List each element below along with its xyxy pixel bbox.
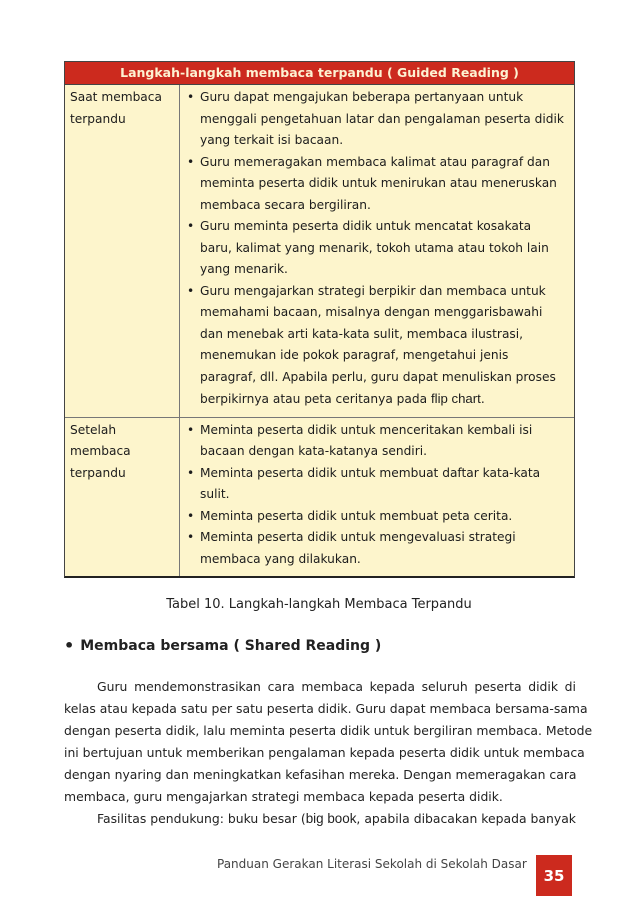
list-item-line: baru, kalimat yang menarik, tokoh utama atau tokoh lain [200, 240, 549, 255]
big-book-term: big book [305, 811, 357, 826]
list-item-text: berpikirnya atau peta ceritanya pada [200, 392, 431, 406]
flip-chart-term: flip chart [430, 391, 481, 406]
list-item-line: menemukan ide pokok paragraf, mengetahui jenis [200, 348, 509, 362]
list-item [187, 420, 568, 463]
list-item-line: meminta peserta didik untuk menirukan atau meneruskan [200, 176, 557, 190]
table-row [65, 417, 574, 577]
bullet-icon: • [64, 636, 75, 655]
paragraph-text: , apabila dibacakan kepada banyak [356, 811, 576, 826]
list-item-line: Guru meminta peserta didik untuk mencatat kosakata [200, 219, 532, 233]
table-caption: Tabel 10. Langkah-langkah Membaca Terpandu [166, 597, 472, 612]
list-item-line: Meminta peserta didik untuk membuat daftar kata-kata [200, 465, 541, 480]
list-item-line: Guru dapat mengajukan beberapa pertanyaan untuk [200, 90, 524, 104]
list-item [187, 216, 568, 281]
paragraph-line: dengan nyaring dan meningkatkan kefasihan mereka. Dengan memeragakan cara [64, 767, 577, 782]
list-item-line: memahami bacaan, misalnya dengan menggarisbawahi [200, 305, 543, 319]
page-number-badge: 35 [536, 855, 572, 896]
row-label [65, 85, 180, 417]
list-item [187, 87, 568, 152]
paragraph-text: Fasilitas pendukung: buku besar ( [97, 811, 306, 826]
row-label-line: terpandu [70, 111, 126, 126]
bullet-icon: • [187, 530, 195, 544]
row-label-line: Setelah [70, 422, 117, 437]
list-item-line: menggali pengetahuan latar dan pengalaman peserta didik [200, 111, 564, 126]
list-item-line: Guru mengajarkan strategi berpikir dan membaca untuk [200, 283, 546, 298]
paragraph-line: Guru mendemonstrasikan cara membaca kepada seluruh peserta didik di [97, 679, 576, 694]
list-item-line: Guru memeragakan membaca kalimat atau paragraf dan [200, 154, 550, 169]
paragraph-line [64, 808, 576, 830]
row-label-line: membaca [70, 444, 131, 458]
list-item-line: dan menebak arti kata-kata sulit, membaca ilustrasi, [200, 326, 524, 341]
list-item-line: sulit. [200, 487, 230, 501]
bullet-icon: • [187, 90, 195, 104]
list-item-line: bacaan dengan kata-katanya sendiri. [200, 444, 427, 458]
paragraph-line: membaca, guru mengajarkan strategi membaca kepada peserta didik. [64, 789, 503, 804]
section-title: Membaca bersama ( Shared Reading ) [80, 637, 382, 654]
guided-reading-table [64, 61, 575, 578]
list-item [187, 527, 568, 570]
list-item-line: membaca yang dilakukan. [200, 551, 361, 566]
list-item [187, 152, 568, 217]
bullet-icon: • [187, 219, 195, 233]
list-item-line: membaca secara bergiliran. [200, 197, 371, 212]
list-item-line: Meminta peserta didik untuk menceritakan kembali isi [200, 422, 533, 437]
paragraph-line: dengan peserta didik, lalu meminta peserta didik untuk bergiliran membaca. Metode [64, 723, 593, 738]
bullet-icon: • [187, 422, 195, 437]
list-item-line: yang terkait isi bacaan. [200, 133, 344, 147]
row-label-line: Saat membaca [70, 90, 162, 104]
bullet-icon: • [187, 283, 195, 298]
list-item [187, 506, 568, 528]
row-content [180, 418, 574, 577]
body-paragraph [64, 676, 593, 830]
paragraph-line: ini bertujuan untuk memberikan pengalaman kepada peserta didik untuk membaca [64, 745, 585, 760]
list-item-line: Meminta peserta didik untuk mengevaluasi strategi [200, 530, 516, 544]
list-item [187, 281, 568, 411]
list-item-line: Meminta peserta didik untuk membuat peta cerita. [200, 508, 513, 523]
bullet-icon: • [187, 154, 195, 169]
list-item-line [200, 388, 568, 411]
footer-title: Panduan Gerakan Literasi Sekolah di Sekolah Dasar [217, 857, 527, 871]
row-label [65, 418, 180, 577]
row-label-line: terpandu [70, 465, 126, 480]
row-content [180, 85, 574, 417]
paragraph-line: kelas atau kepada satu per satu peserta didik. Guru dapat membaca bersama-sama [64, 701, 588, 716]
list-item-line: paragraf, dll. Apabila perlu, guru dapat menuliskan proses [200, 369, 556, 384]
section-heading [64, 636, 381, 655]
list-item-line: yang menarik. [200, 262, 288, 276]
table-header: Langkah-langkah membaca terpandu ( Guided Reading ) [65, 62, 574, 85]
bullet-icon: • [187, 465, 195, 480]
bullet-icon: • [187, 508, 195, 523]
table-row [65, 85, 574, 417]
list-item-text: . [480, 392, 485, 406]
list-item [187, 463, 568, 506]
